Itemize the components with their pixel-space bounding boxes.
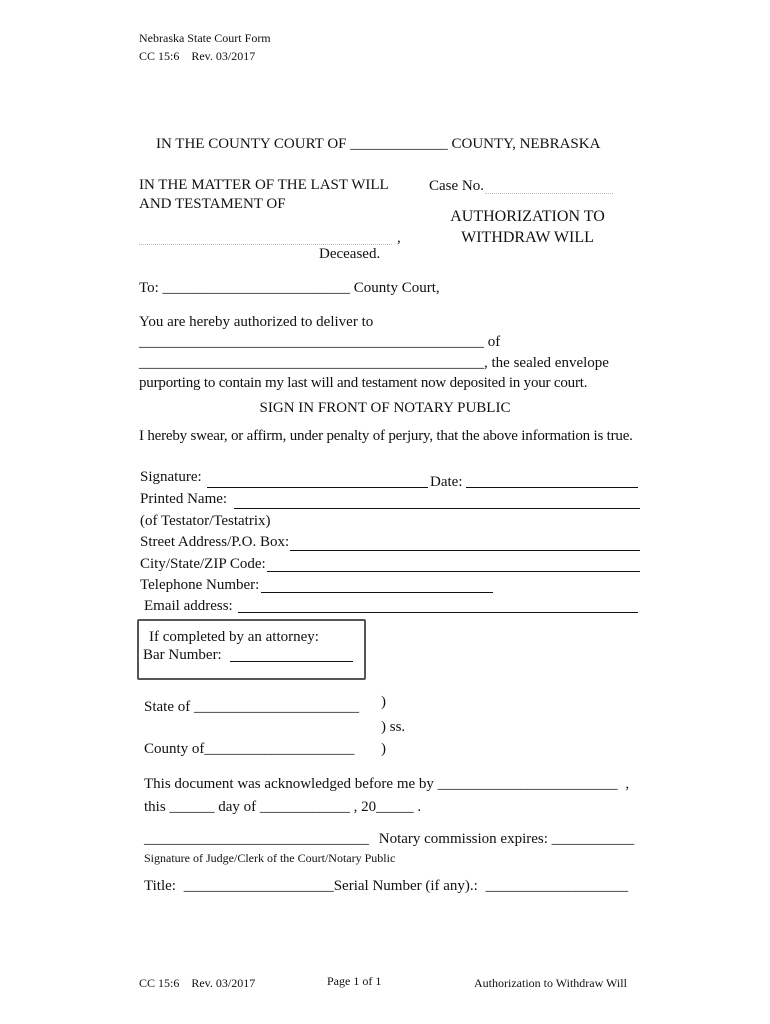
document-title-line-1: AUTHORIZATION TO [450, 208, 605, 225]
document-title [420, 206, 635, 248]
signature-field[interactable] [207, 487, 428, 488]
purporting-text: purporting to contain my last will and testament now deposited in your court. [139, 375, 588, 391]
email-field[interactable] [238, 612, 638, 613]
matter-line-1: IN THE MATTER OF THE LAST WILL [139, 177, 389, 193]
recipient-address-line [139, 355, 609, 372]
street-address-field[interactable] [290, 550, 640, 551]
email-label: Email address: [144, 598, 233, 614]
city-state-zip-field[interactable] [267, 571, 640, 572]
serial-number-label: Serial Number (if any).: [333, 878, 478, 894]
commission-label: Notary commission expires: [378, 831, 548, 847]
footer-page-number: Page 1 of 1 [327, 974, 382, 988]
testator-name-field[interactable] [139, 244, 392, 245]
title-serial-line [144, 878, 628, 895]
county-of-line [144, 741, 354, 758]
court-heading-suffix: COUNTY, NEBRASKA [451, 136, 601, 152]
notary-signature-caption: Signature of Judge/Clerk of the Court/Notary Public [144, 851, 396, 865]
footer-form-code: CC 15:6 Rev. 03/2017 [139, 976, 256, 990]
testator-comma: , [397, 230, 401, 246]
county-of-label: County of [144, 741, 205, 757]
form-source-label: Nebraska State Court Form [139, 31, 271, 45]
of-label: of [487, 334, 501, 350]
court-heading-prefix: IN THE COUNTY COURT OF [156, 136, 347, 152]
recipient-line [139, 334, 500, 351]
case-number-label: Case No. [429, 178, 484, 194]
date-label: Date: [430, 474, 463, 490]
to-line [139, 280, 440, 297]
form-code-label: CC 15:6 Rev. 03/2017 [139, 49, 256, 63]
state-of-line [144, 699, 359, 716]
title-label: Title: [144, 878, 176, 894]
commission-blank[interactable]: ___________ [551, 831, 635, 847]
sealed-envelope-text: , the sealed envelope [484, 355, 609, 371]
notary-signature-line [144, 831, 634, 848]
bar-number-field[interactable] [230, 661, 353, 662]
city-state-zip-label: City/State/ZIP Code: [140, 556, 266, 572]
date-field[interactable] [466, 487, 638, 488]
acknowledgment-period: . [417, 799, 422, 815]
acknowledgment-line [144, 776, 629, 793]
year-blank[interactable]: _____ [376, 799, 414, 815]
year-prefix: , 20 [353, 799, 377, 815]
notary-signature-blank[interactable]: ______________________________ [144, 831, 369, 847]
authorization-text: You are hereby authorized to deliver to [139, 314, 374, 330]
testator-note: (of Testator/Testatrix) [140, 513, 271, 529]
venue-paren-1: ) [381, 694, 386, 710]
county-court-label: County Court, [353, 280, 440, 296]
court-heading [156, 136, 600, 153]
acknowledgment-text: This document was acknowledged before me by [144, 776, 434, 792]
matter-line-2: AND TESTAMENT OF [139, 196, 286, 212]
county-name-blank[interactable]: _____________ [350, 136, 448, 152]
county-court-blank[interactable]: _________________________ [162, 280, 351, 296]
recipient-address-blank[interactable]: ______________________________________________ [139, 355, 484, 371]
oath-text: I hereby swear, or affirm, under penalty of perjury, that the above information is true. [139, 428, 633, 444]
telephone-label: Telephone Number: [140, 577, 260, 593]
telephone-field[interactable] [261, 592, 493, 593]
state-blank[interactable]: ______________________ [194, 699, 359, 715]
county-blank[interactable]: ____________________ [204, 741, 355, 757]
deceased-label: Deceased. [319, 246, 381, 262]
to-label: To: [139, 280, 159, 296]
document-title-line-2: WITHDRAW WILL [461, 229, 594, 246]
acknowledged-by-blank[interactable]: ________________________ [437, 776, 618, 792]
signature-label: Signature: [140, 469, 202, 485]
this-label: this [144, 799, 166, 815]
street-address-label: Street Address/P.O. Box: [140, 534, 290, 550]
bar-number-label: Bar Number: [143, 647, 222, 663]
recipient-name-blank[interactable]: ______________________________________________ [139, 334, 484, 350]
attorney-note: If completed by an attorney: [149, 629, 319, 645]
month-blank[interactable]: ____________ [259, 799, 350, 815]
day-of-label: day of [218, 799, 257, 815]
serial-number-blank[interactable]: ___________________ [485, 878, 629, 894]
acknowledgment-comma: , [625, 776, 630, 792]
date-of-acknowledgment-line [144, 799, 421, 816]
state-of-label: State of [144, 699, 191, 715]
printed-name-field[interactable] [234, 508, 640, 509]
venue-ss: ) ss. [381, 719, 406, 735]
footer-form-title: Authorization to Withdraw Will [474, 976, 627, 990]
printed-name-label: Printed Name: [140, 491, 228, 507]
day-blank[interactable]: ______ [169, 799, 215, 815]
title-blank[interactable]: ____________________ [183, 878, 334, 894]
notary-heading: SIGN IN FRONT OF NOTARY PUBLIC [259, 400, 511, 416]
case-number-field[interactable] [485, 193, 613, 194]
venue-paren-2: ) [381, 741, 386, 757]
